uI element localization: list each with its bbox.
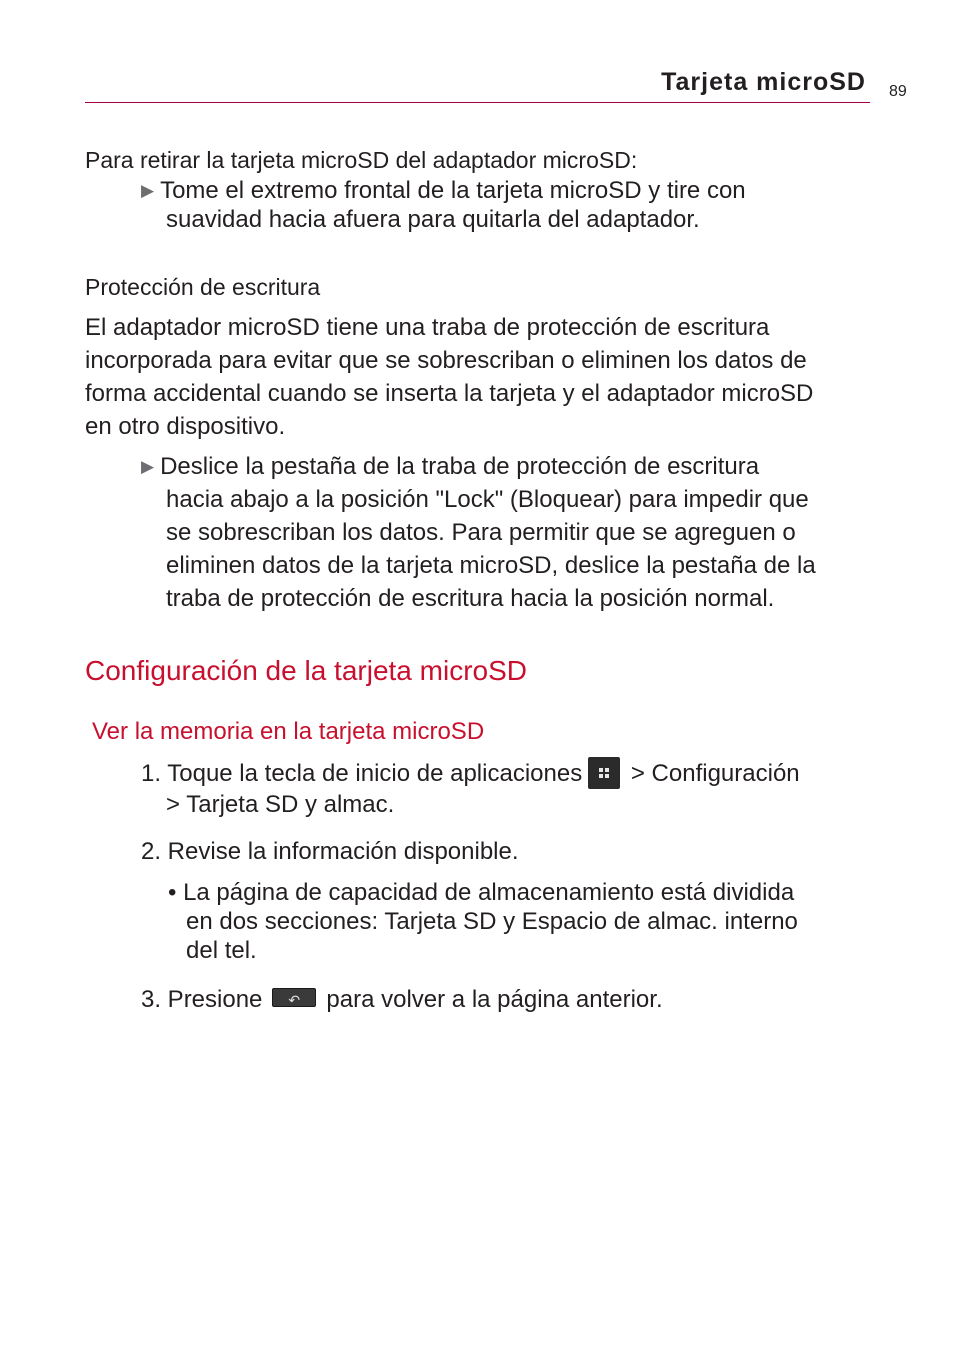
step-1-line-1: 1. Toque la tecla de inicio de aplicaciones > Configuración [141,757,800,790]
step-2-bullet-line-2: en dos secciones: Tarjeta SD y Espacio de almac. interno [186,908,798,935]
step-1-line-2: > Tarjeta SD y almac. [166,791,395,818]
write-protection-bullet-line-3: se sobrescriban los datos. Para permitir que se agreguen o [166,519,796,546]
write-protection-bullet-line-5: traba de protección de escritura hacia la posición normal. [166,585,775,612]
section-title: Configuración de la tarjeta microSD [85,655,527,686]
write-protection-bullet-line-4: eliminen datos de la tarjeta microSD, deslice la pestaña de la [166,552,816,579]
write-protection-body-line-1: El adaptador microSD tiene una traba de protección de escritura [85,314,770,341]
write-protection-bullet-line-1: ▶ Deslice la pestaña de la traba de protección de escritura [141,450,759,483]
remove-card-bullet-line-1: ▶ Tome el extremo frontal de la tarjeta microSD y tire con [141,174,746,207]
write-protection-body-line-3: forma accidental cuando se inserta la tarjeta y el adaptador microSD [85,380,814,407]
page-number: 89 [889,83,907,100]
step-2-bullet-line-1: • La página de capacidad de almacenamiento está dividida [168,879,795,906]
remove-card-heading: Para retirar la tarjeta microSD del adaptador microSD: [85,147,638,173]
write-protection-bullet-line-2: hacia abajo a la posición "Lock" (Bloquear) para impedir que [166,486,809,513]
back-arrow-icon: ↶ [272,988,316,1007]
apps-grid-icon [588,757,620,789]
step-3: 3. Presione ↶ para volver a la página anterior. [141,986,663,1013]
running-header-title: Tarjeta microSD [661,68,866,96]
subsection-title: Ver la memoria en la tarjeta microSD [92,718,485,745]
step-2-bullet-line-3: del tel. [186,937,257,964]
remove-card-bullet-line-2: suavidad hacia afuera para quitarla del adaptador. [166,206,700,233]
step-2: 2. Revise la información disponible. [141,838,519,865]
triangle-right-icon: ▶ [141,457,155,476]
write-protection-body-line-4: en otro dispositivo. [85,413,286,440]
header-rule [85,102,870,103]
write-protection-heading: Protección de escritura [85,274,321,300]
write-protection-body-line-2: incorporada para evitar que se sobrescriban o eliminen los datos de [85,347,807,374]
triangle-right-icon: ▶ [141,181,155,200]
